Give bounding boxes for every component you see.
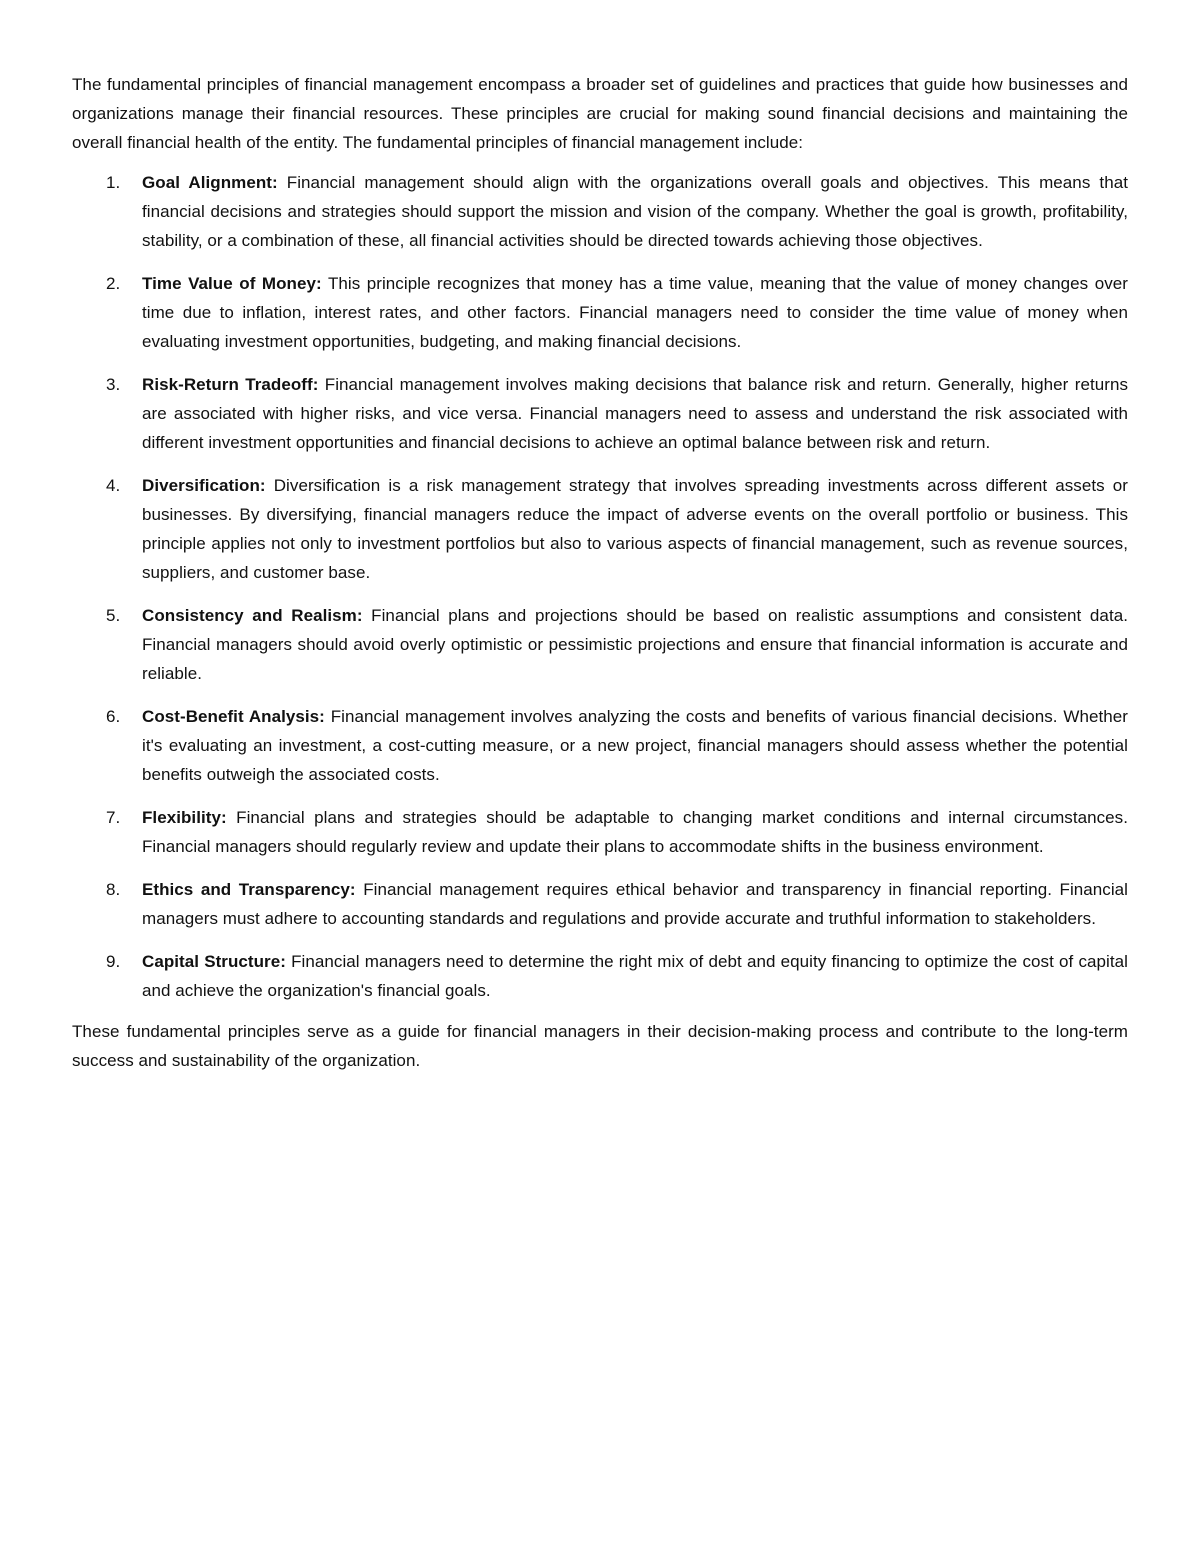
list-item-text: Financial management involves making decisions that balance risk and return. Generally, higher returns are associated with higher risks, and vice versa. Financial managers need to assess and understand the risk associated with different investment opportunities and financial decisions to achieve an optimal balance between risk and return. (142, 375, 1129, 452)
intro-paragraph: The fundamental principles of financial management encompass a broader set of guidelines and practices that guide how businesses and organizations manage their financial resources. These principles are crucial for making sound financial decisions and maintaining the overall financial health of the entity. The fundamental principles of financial management include: (72, 75, 1128, 152)
list-item-number: 3. (106, 375, 121, 394)
list-item (72, 269, 1128, 356)
list-item (72, 702, 1128, 789)
list-item-term: Diversification: (142, 476, 266, 495)
document-page (72, 70, 1128, 1086)
list-item-term: Flexibility: (142, 808, 227, 827)
principles-list (72, 168, 1128, 1005)
list-item-number: 5. (106, 606, 121, 625)
list-item (72, 471, 1128, 587)
list-item-text: Financial management involves analyzing the costs and benefits of various financial decisions. Whether it's evaluating an investment, a cost-cutting measure, or a new project, financial managers should assess whether the potential benefits outweigh the associated costs. (142, 707, 1128, 784)
list-item-text: This principle recognizes that money has a time value, meaning that the value of money changes over time due to inflation, interest rates, and other factors. Financial managers need to consider the time value of money when evaluating investment opportunities, budgeting, and making financial decisions. (142, 274, 1129, 351)
list-item (72, 601, 1128, 688)
list-item-term: Time Value of Money: (142, 274, 322, 293)
list-item-term: Consistency and Realism: (142, 606, 363, 625)
list-item-term: Ethics and Transparency: (142, 880, 356, 899)
list-item (72, 803, 1128, 861)
list-item-number: 8. (106, 880, 121, 899)
list-item-text: Diversification is a risk management strategy that involves spreading investments across different assets or businesses. By diversifying, financial managers reduce the impact of adverse events on the overall portfolio or business. This principle applies not only to investment portfolios but also to various aspects of financial management, such as revenue sources, suppliers, and customer base. (142, 476, 1128, 582)
list-item (72, 168, 1128, 255)
list-item-number: 2. (106, 274, 121, 293)
closing-paragraph: These fundamental principles serve as a guide for financial managers in their decision-making process and contribute to the long-term success and sustainability of the organization. (72, 1022, 1128, 1070)
list-item-term: Risk-Return Tradeoff: (142, 375, 319, 394)
list-item-number: 6. (106, 707, 121, 726)
list-item-number: 4. (106, 476, 121, 495)
list-item-number: 9. (106, 952, 121, 971)
list-item-term: Cost-Benefit Analysis: (142, 707, 325, 726)
list-item-text: Financial plans and projections should be based on realistic assumptions and consistent data. Financial managers should avoid overly optimistic or pessimistic projections and ensure that financial information is accurate and reliable. (142, 606, 1128, 683)
list-item-text: Financial plans and strategies should be adaptable to changing market conditions and internal circumstances. Financial managers should regularly review and update their plans to accommodate shifts in the business environment. (142, 808, 1128, 856)
list-item (72, 370, 1128, 457)
list-item-text: Financial management requires ethical behavior and transparency in financial reporting. Financial managers must adhere to accounting standards and regulations and provide accurate and truthful information to stakeholders. (142, 880, 1129, 928)
list-item (72, 947, 1128, 1005)
list-item (72, 875, 1128, 933)
list-item-term: Capital Structure: (142, 952, 286, 971)
list-item-text: Financial managers need to determine the right mix of debt and equity financing to optimize the cost of capital and achieve the organization's financial goals. (142, 952, 1128, 1000)
list-item-number: 1. (106, 173, 121, 192)
list-item-term: Goal Alignment: (142, 173, 278, 192)
list-item-number: 7. (106, 808, 121, 827)
list-item-text: Financial management should align with the organizations overall goals and objectives. This means that financial decisions and strategies should support the mission and vision of the company. Whether the goal is growth, profitability, stability, or a combination of these, all financial activities should be directed towards achieving those objectives. (142, 173, 1128, 250)
